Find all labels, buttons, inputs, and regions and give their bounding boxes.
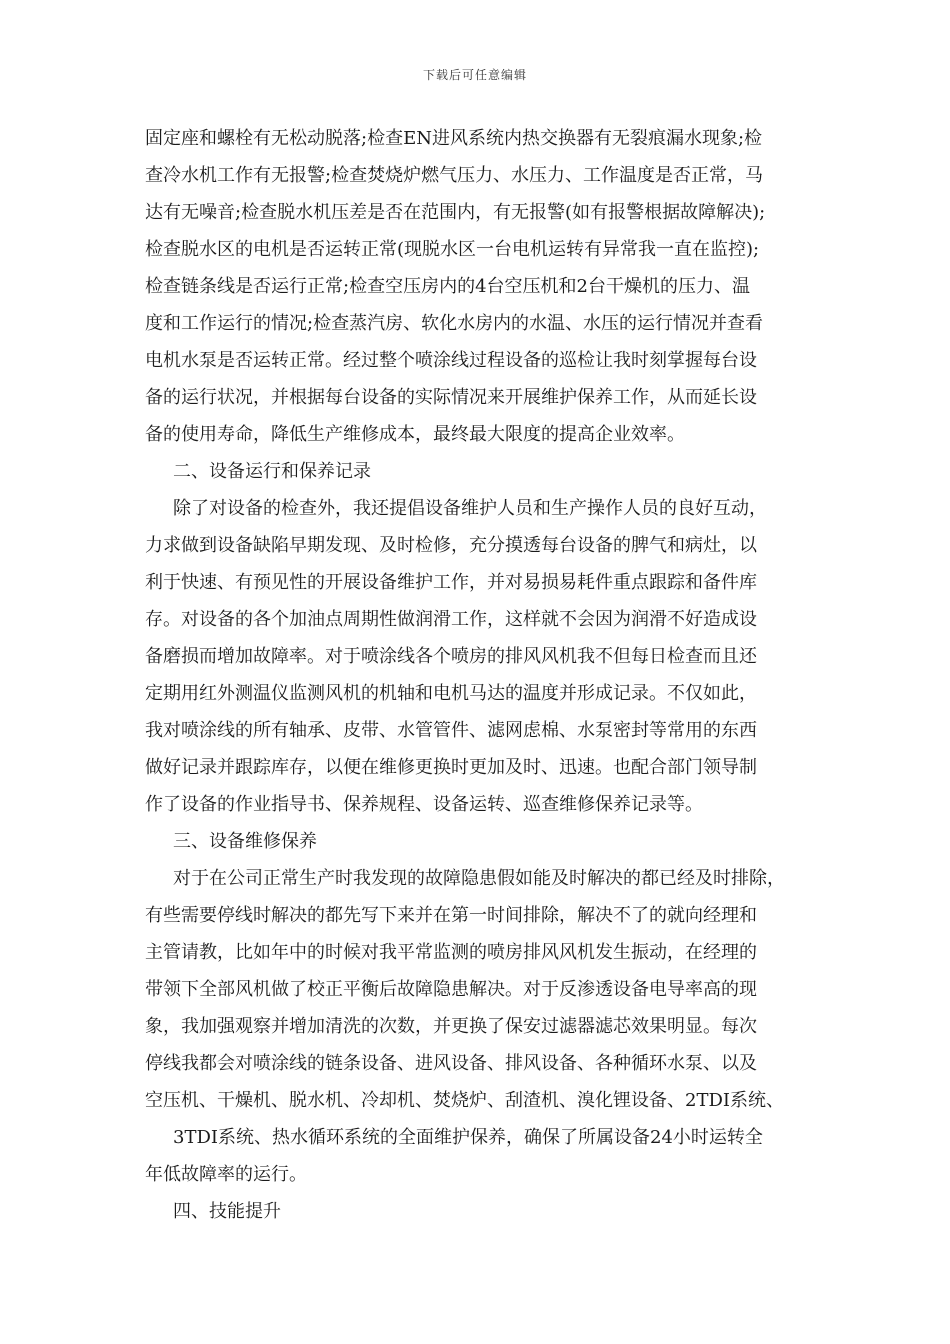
text-line: 固定座和螺栓有无松动脱落;检查EN进风系统内热交换器有无裂痕漏水现象;检 bbox=[145, 128, 763, 149]
text-line: 年低故障率的运行。 bbox=[145, 1164, 307, 1185]
text-line: 3TDI系统、热水循环系统的全面维护保养，确保了所属设备24小时运转全 bbox=[173, 1127, 763, 1148]
text-line: 备的使用寿命，降低生产维修成本，最终最大限度的提高企业效率。 bbox=[145, 424, 685, 445]
text-line: 带领下全部风机做了校正平衡后故障隐患解决。对于反渗透设备电导率高的现 bbox=[145, 979, 757, 1000]
text-line: 除了对设备的检查外，我还提倡设备维护人员和生产操作人员的良好互动， bbox=[173, 498, 767, 519]
text-line: 有些需要停线时解决的都先写下来并在第一时间排除，解决不了的就向经理和 bbox=[145, 905, 757, 926]
text-line: 检查链条线是否运行正常;检查空压房内的4台空压机和2台干燥机的压力、温 bbox=[145, 276, 750, 297]
text-line: 利于快速、有预见性的开展设备维护工作，并对易损易耗件重点跟踪和备件库 bbox=[145, 572, 757, 593]
text-line: 象，我加强观察并增加清洗的次数，并更换了保安过滤器滤芯效果明显。每次 bbox=[145, 1016, 757, 1037]
section-heading-3: 三、设备维修保养 bbox=[173, 831, 317, 852]
text-line: 电机水泵是否运转正常。经过整个喷涂线过程设备的巡检让我时刻掌握每台设 bbox=[145, 350, 757, 371]
text-line: 做好记录并跟踪库存，以便在维修更换时更加及时、迅速。也配合部门领导制 bbox=[145, 757, 757, 778]
text-line: 存。对设备的各个加油点周期性做润滑工作，这样就不会因为润滑不好造成设 bbox=[145, 609, 757, 630]
text-line: 对于在公司正常生产时我发现的故障隐患假如能及时解决的都已经及时排除， bbox=[173, 868, 785, 889]
page-header: 下载后可任意编辑 bbox=[422, 68, 527, 82]
text-line: 力求做到设备缺陷早期发现、及时检修，充分摸透每台设备的脾气和病灶，以 bbox=[145, 535, 757, 556]
text-line: 度和工作运行的情况;检查蒸汽房、软化水房内的水温、水压的运行情况并查看 bbox=[145, 313, 764, 334]
text-line: 主管请教，比如年中的时候对我平常监测的喷房排风风机发生振动，在经理的 bbox=[145, 942, 757, 963]
text-line: 查冷水机工作有无报警;检查焚烧炉燃气压力、水压力、工作温度是否正常，马 bbox=[145, 165, 764, 186]
text-line: 备磨损而增加故障率。对于喷涂线各个喷房的排风风机我不但每日检查而且还 bbox=[145, 646, 757, 667]
text-line: 停线我都会对喷涂线的链条设备、进风设备、排风设备、各种循环水泵、以及 bbox=[145, 1053, 757, 1074]
text-line: 检查脱水区的电机是否运转正常(现脱水区一台电机运转有异常我一直在监控); bbox=[145, 239, 760, 260]
text-line: 定期用红外测温仪监测风机的机轴和电机马达的温度并形成记录。不仅如此， bbox=[145, 683, 757, 704]
text-line: 空压机、干燥机、脱水机、冷却机、焚烧炉、刮渣机、溴化锂设备、2TDI系统、 bbox=[145, 1090, 784, 1111]
text-line: 我对喷涂线的所有轴承、皮带、水管管件、滤网虑棉、水泵密封等常用的东西 bbox=[145, 720, 757, 741]
text-line: 达有无噪音;检查脱水机压差是否在范围内，有无报警(如有报警根据故障解决); bbox=[145, 202, 766, 223]
text-line: 作了设备的作业指导书、保养规程、设备运转、巡查维修保养记录等。 bbox=[145, 794, 703, 815]
section-heading-4: 四、技能提升 bbox=[173, 1201, 281, 1222]
text-line: 备的运行状况，并根据每台设备的实际情况来开展维护保养工作，从而延长设 bbox=[145, 387, 757, 408]
document-body bbox=[145, 120, 815, 1230]
section-heading-2: 二、设备运行和保养记录 bbox=[173, 461, 371, 482]
